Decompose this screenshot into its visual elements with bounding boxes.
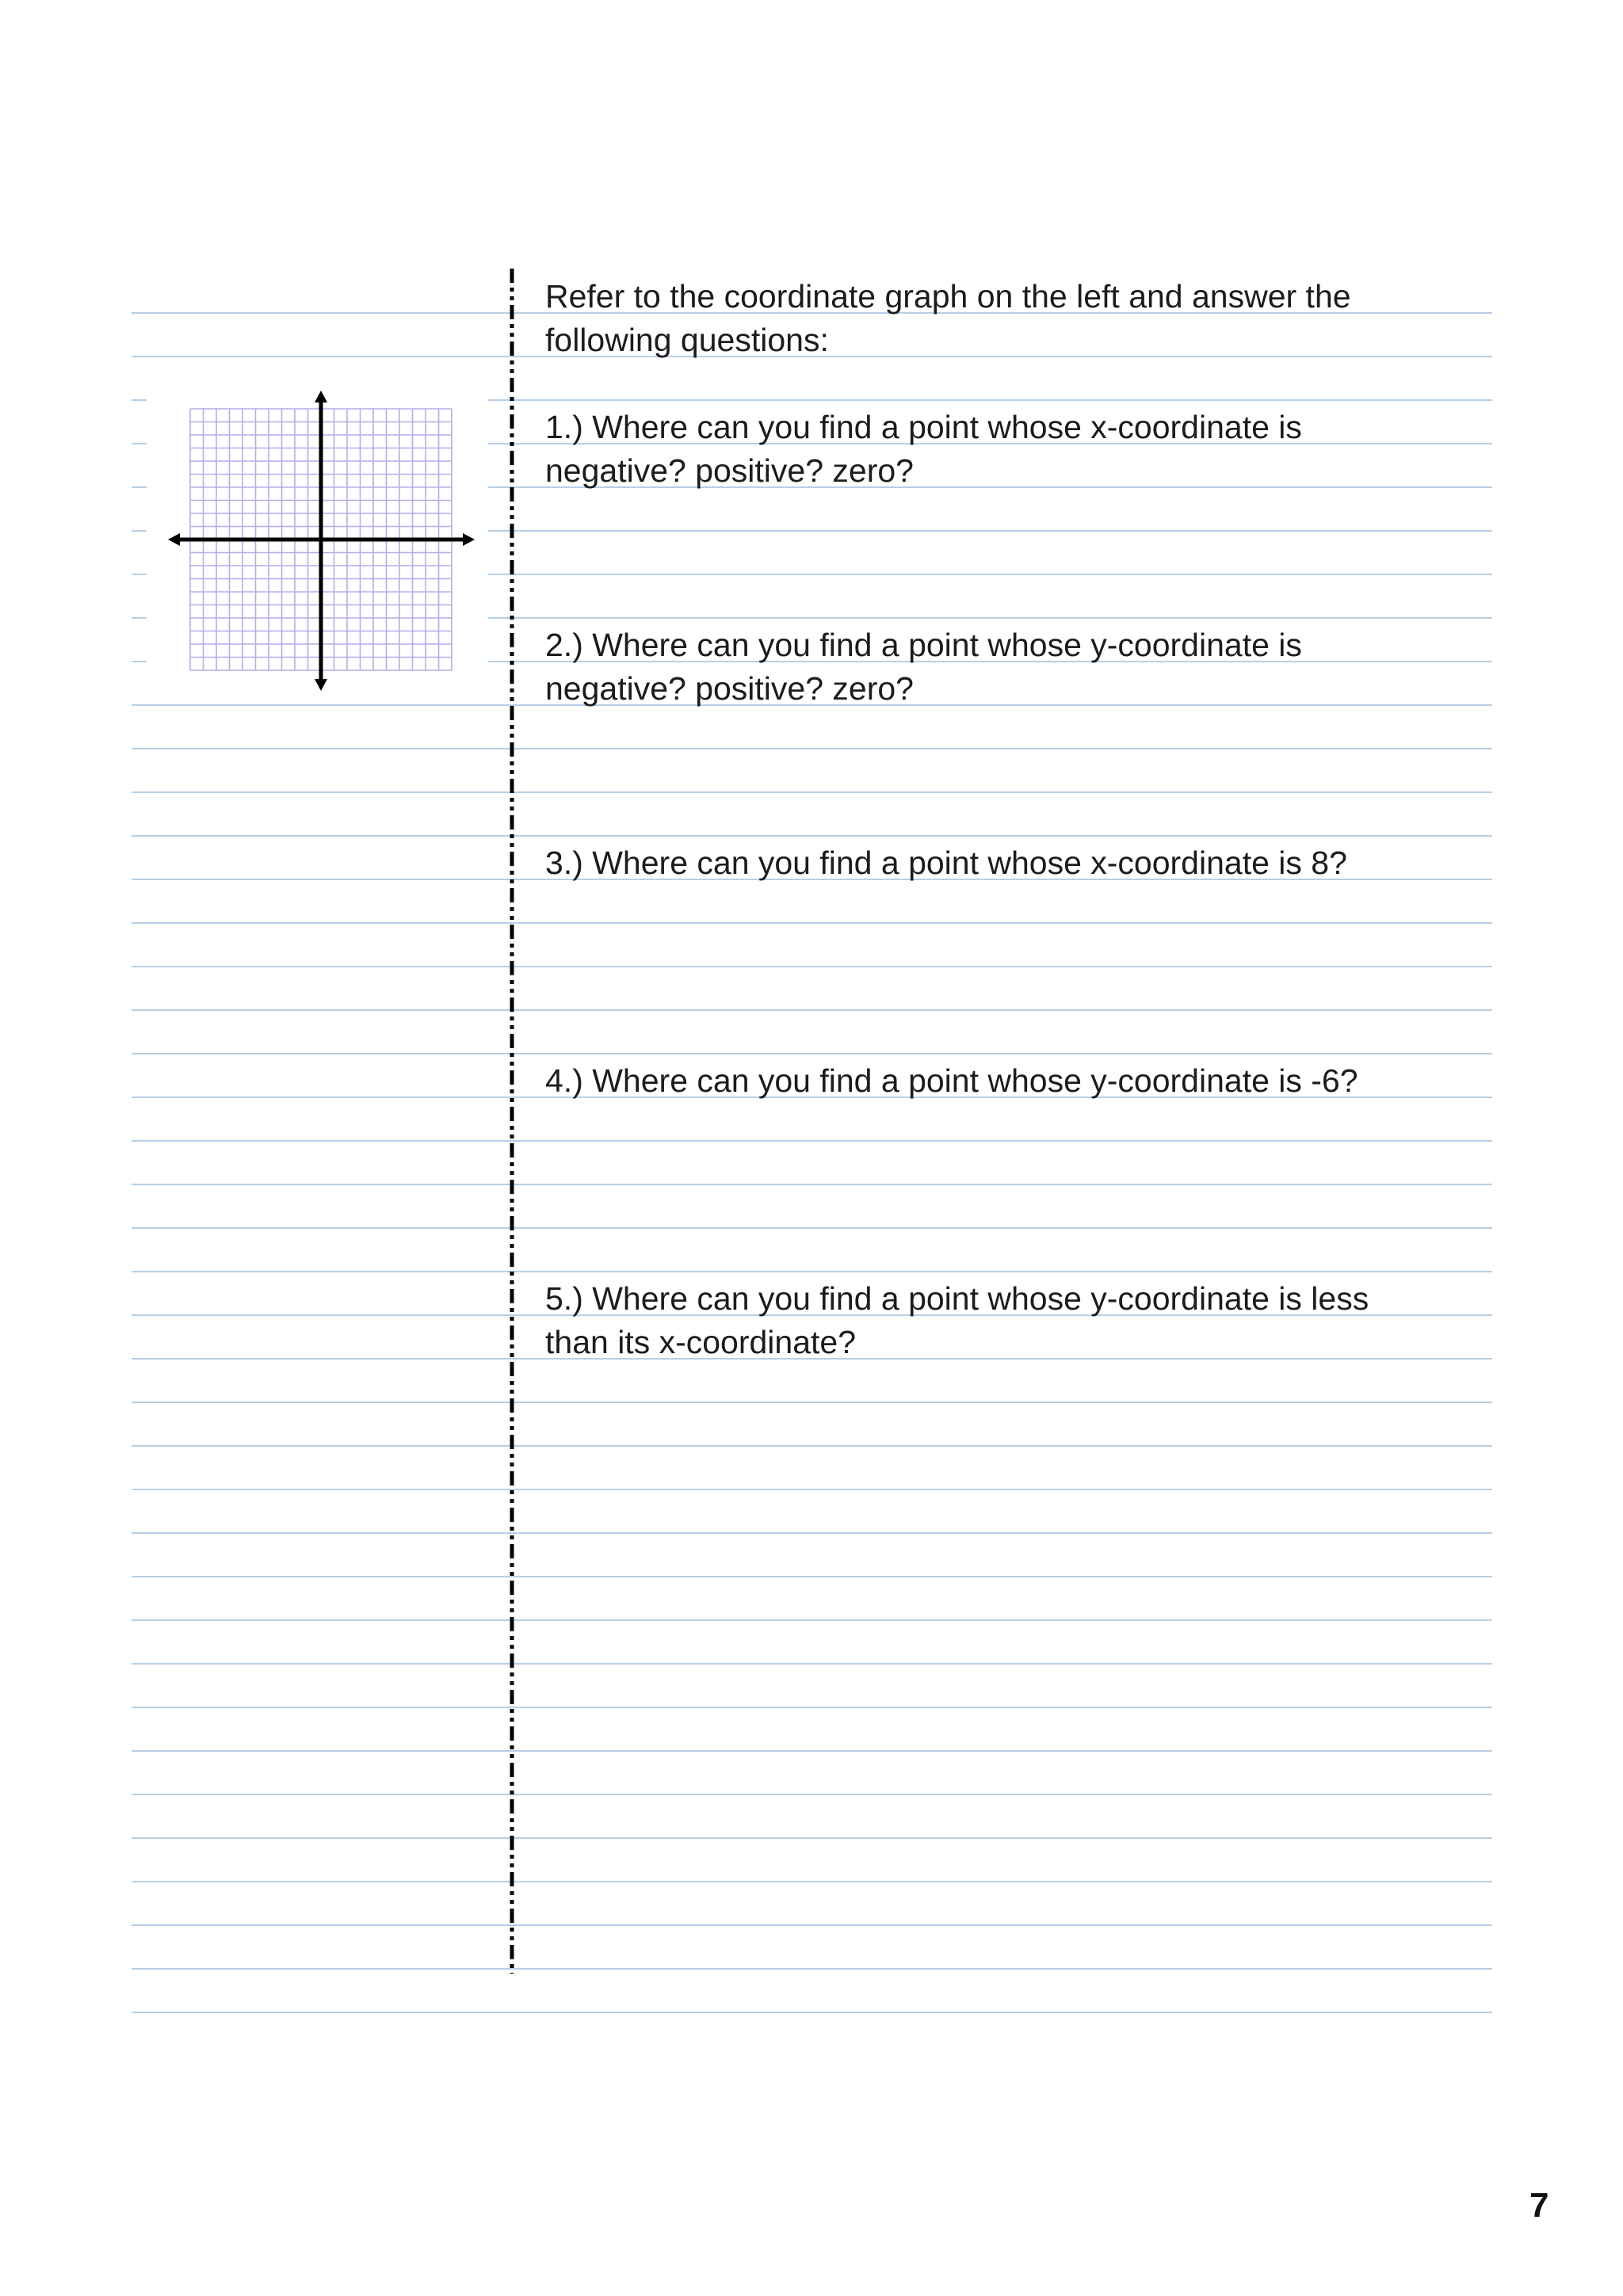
ruled-line — [132, 1489, 1492, 1490]
page-number: 7 — [1529, 2186, 1549, 2225]
ruled-line — [132, 922, 1492, 924]
ruled-line — [132, 1402, 1492, 1403]
ruled-line — [132, 1663, 1492, 1665]
ruled-line — [132, 1009, 1492, 1011]
ruled-line — [132, 1227, 1492, 1229]
ruled-line — [132, 1750, 1492, 1752]
instructions-line-1: Refer to the coordinate graph on the left and answer the — [545, 278, 1351, 315]
question-5 — [545, 1274, 1488, 1361]
question-5-line-2: than its x-coordinate? — [545, 1324, 857, 1360]
ruled-line — [132, 1794, 1492, 1795]
ruled-line — [132, 1445, 1492, 1447]
y-axis-arrow-down-icon — [315, 679, 327, 691]
question-1-line-2: negative? positive? zero? — [545, 452, 914, 489]
ruled-line — [132, 1924, 1492, 1926]
ruled-line — [132, 791, 1492, 793]
ruled-line — [132, 1053, 1492, 1055]
ruled-line — [132, 1184, 1492, 1185]
question-3 — [545, 838, 1488, 882]
ruled-line — [132, 748, 1492, 749]
question-5-line-1: 5.) Where can you find a point whose y-coordinate is less — [545, 1280, 1369, 1317]
question-2 — [545, 620, 1488, 707]
question-4-line-1: 4.) Where can you find a point whose y-coordinate is -6? — [545, 1062, 1358, 1099]
ruled-line — [132, 835, 1492, 837]
column-divider — [507, 269, 517, 1974]
ruled-line — [132, 966, 1492, 967]
ruled-line — [132, 1271, 1492, 1272]
instructions-line-2: following questions: — [545, 322, 829, 358]
ruled-line — [132, 1968, 1492, 1970]
coordinate-graph — [147, 374, 488, 699]
ruled-line — [132, 1532, 1492, 1534]
ruled-line — [132, 1140, 1492, 1142]
ruled-line — [132, 2012, 1492, 2013]
question-3-line-1: 3.) Where can you find a point whose x-coordinate is 8? — [545, 845, 1347, 881]
question-2-line-1: 2.) Where can you find a point whose y-coordinate is — [545, 627, 1302, 663]
ruled-line — [132, 1881, 1492, 1882]
question-2-line-2: negative? positive? zero? — [545, 670, 914, 707]
question-1 — [545, 402, 1488, 490]
graph-background — [147, 374, 488, 681]
ruled-line — [132, 1576, 1492, 1577]
question-4 — [545, 1056, 1488, 1100]
instructions-text — [545, 272, 1488, 359]
question-1-line-1: 1.) Where can you find a point whose x-coordinate is — [545, 409, 1302, 445]
ruled-line — [132, 1837, 1492, 1839]
ruled-line — [132, 1619, 1492, 1621]
ruled-line — [132, 1707, 1492, 1708]
